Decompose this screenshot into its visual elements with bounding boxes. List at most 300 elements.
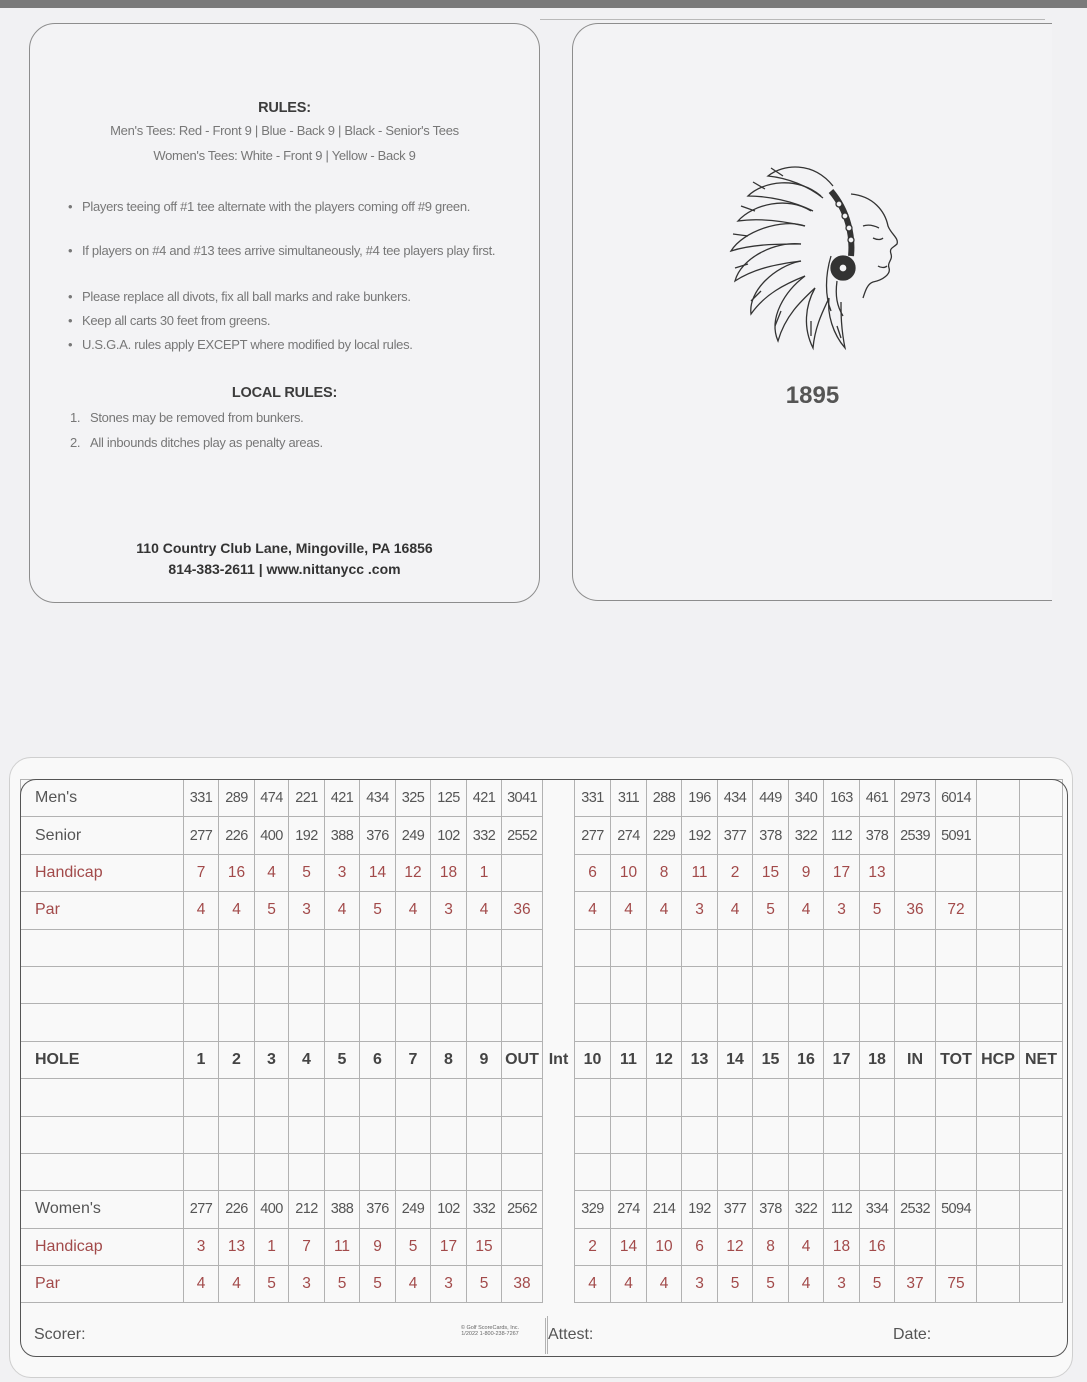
tee-row [21, 1266, 1063, 1303]
back-nine-cell: 288 [647, 780, 682, 817]
front-nine-cell[interactable] [325, 1004, 360, 1041]
front-nine-cell: 5 [325, 1266, 360, 1303]
scorer-label: Scorer: [34, 1326, 86, 1343]
front-nine-cell: 388 [325, 1191, 360, 1228]
back-nine-cell[interactable] [682, 966, 718, 1003]
back-nine-cell[interactable] [611, 1079, 647, 1116]
in-total-cell[interactable] [895, 1153, 936, 1190]
front-nine-cell: 16 [219, 854, 255, 891]
back-nine-cell: 4 [789, 1228, 824, 1265]
in-total-cell: 37 [895, 1266, 936, 1303]
front-nine-cell: 5 [360, 1266, 396, 1303]
front-nine-cell: 4 [184, 1266, 219, 1303]
back-nine-cell: 5 [860, 1266, 895, 1303]
front-nine-cell[interactable] [219, 929, 255, 966]
front-nine-cell: 289 [219, 780, 255, 817]
front-nine-cell[interactable] [255, 966, 289, 1003]
front-nine-cell[interactable] [219, 1004, 255, 1041]
front-nine-cell[interactable] [219, 1116, 255, 1153]
back-nine-cell[interactable] [611, 1153, 647, 1190]
front-nine-cell[interactable] [325, 929, 360, 966]
front-nine-cell[interactable] [396, 929, 431, 966]
womens-tees-text: Women's Tees: White - Front 9 | Yellow - Back 9 [153, 148, 416, 163]
int-cell [543, 966, 575, 1003]
net-cell[interactable] [1020, 1153, 1063, 1190]
front-nine-cell[interactable] [255, 929, 289, 966]
front-nine-cell: 1 [184, 1041, 219, 1078]
back-nine-cell: 16 [789, 1041, 824, 1078]
in-total-cell: 2539 [895, 817, 936, 854]
hcp-cell[interactable] [977, 966, 1020, 1003]
row-label: HOLE [21, 1041, 184, 1078]
net-cell [1020, 1191, 1063, 1228]
front-nine-cell: 1 [467, 854, 502, 891]
mens-tees-text: Men's Tees: Red - Front 9 | Blue - Back 9 | Black - Senior's Tees [110, 123, 459, 138]
back-nine-cell[interactable] [611, 1116, 647, 1153]
attest-label: Attest: [547, 1316, 593, 1354]
back-nine-cell[interactable] [718, 966, 753, 1003]
front-nine-cell: 3 [289, 1266, 325, 1303]
back-nine-cell[interactable] [647, 1004, 682, 1041]
back-nine-cell[interactable] [575, 1116, 611, 1153]
back-nine-cell: 196 [682, 780, 718, 817]
front-nine-cell[interactable] [184, 929, 219, 966]
out-total-cell: OUT [502, 1041, 543, 1078]
front-nine-cell[interactable] [431, 1079, 467, 1116]
back-nine-cell: 329 [575, 1191, 611, 1228]
back-nine-cell[interactable] [682, 929, 718, 966]
front-nine-cell[interactable] [360, 1153, 396, 1190]
front-nine-cell[interactable] [219, 1079, 255, 1116]
front-nine-cell: 400 [255, 1191, 289, 1228]
hcp-cell [977, 1266, 1020, 1303]
front-nine-cell[interactable] [289, 1116, 325, 1153]
back-nine-cell[interactable] [860, 1153, 895, 1190]
front-nine-cell: 212 [289, 1191, 325, 1228]
back-nine-cell: 6 [682, 1228, 718, 1265]
back-nine-cell: 18 [860, 1041, 895, 1078]
row-label [21, 929, 184, 966]
back-nine-cell[interactable] [824, 1004, 860, 1041]
front-nine-cell[interactable] [219, 1153, 255, 1190]
front-nine-cell[interactable] [360, 1116, 396, 1153]
back-nine-cell: 378 [753, 1191, 789, 1228]
out-total-cell [502, 854, 543, 891]
front-nine-cell: 474 [255, 780, 289, 817]
out-total-cell [502, 1228, 543, 1265]
front-nine-cell[interactable] [325, 1116, 360, 1153]
front-nine-cell[interactable] [255, 1116, 289, 1153]
front-nine-cell[interactable] [431, 966, 467, 1003]
front-nine-cell[interactable] [219, 966, 255, 1003]
hcp-cell[interactable] [977, 1116, 1020, 1153]
back-nine-cell[interactable] [682, 1079, 718, 1116]
back-nine-cell: 277 [575, 817, 611, 854]
in-total-cell: 36 [895, 892, 936, 929]
back-nine-cell: 10 [611, 854, 647, 891]
front-nine-cell[interactable] [289, 929, 325, 966]
front-nine-cell: 4 [184, 892, 219, 929]
front-nine-cell: 277 [184, 817, 219, 854]
back-nine-cell: 4 [611, 892, 647, 929]
back-nine-cell[interactable] [824, 1153, 860, 1190]
front-nine-cell: 3 [255, 1041, 289, 1078]
front-nine-cell: 4 [396, 892, 431, 929]
front-nine-cell: 8 [431, 1041, 467, 1078]
front-nine-cell: 15 [467, 1228, 502, 1265]
hcp-cell[interactable] [977, 929, 1020, 966]
front-nine-cell: 277 [184, 1191, 219, 1228]
back-nine-cell: 8 [753, 1228, 789, 1265]
back-nine-cell: 311 [611, 780, 647, 817]
hcp-cell [977, 1228, 1020, 1265]
front-nine-cell[interactable] [467, 966, 502, 1003]
back-nine-cell[interactable] [753, 929, 789, 966]
local-rule-text: All inbounds ditches play as penalty areas. [90, 435, 323, 450]
net-cell [1020, 1228, 1063, 1265]
total-cell: 5091 [936, 817, 977, 854]
tee-row [21, 1228, 1063, 1265]
back-nine-cell: 331 [575, 780, 611, 817]
back-nine-cell: 4 [789, 1266, 824, 1303]
front-nine-cell[interactable] [325, 1079, 360, 1116]
back-nine-cell: 8 [647, 854, 682, 891]
front-nine-cell[interactable] [360, 966, 396, 1003]
back-nine-cell: 4 [718, 892, 753, 929]
hcp-cell [977, 817, 1020, 854]
net-cell[interactable] [1020, 966, 1063, 1003]
back-nine-cell[interactable] [789, 929, 824, 966]
score-entry-row [21, 966, 1063, 1003]
front-nine-cell: 3 [431, 1266, 467, 1303]
back-nine-cell: 10 [575, 1041, 611, 1078]
back-nine-cell: 4 [647, 1266, 682, 1303]
front-nine-cell: 102 [431, 1191, 467, 1228]
back-nine-cell[interactable] [575, 1079, 611, 1116]
back-nine-cell[interactable] [611, 966, 647, 1003]
front-nine-cell: 4 [325, 892, 360, 929]
in-total-cell[interactable] [895, 1116, 936, 1153]
back-nine-cell[interactable] [753, 966, 789, 1003]
front-nine-cell: 5 [255, 1266, 289, 1303]
front-nine-cell: 376 [360, 817, 396, 854]
net-cell[interactable] [1020, 1004, 1063, 1041]
back-nine-cell: 14 [718, 1041, 753, 1078]
back-nine-cell[interactable] [575, 1004, 611, 1041]
back-nine-cell[interactable] [611, 929, 647, 966]
back-nine-cell[interactable] [718, 1004, 753, 1041]
row-label: Handicap [21, 1228, 184, 1265]
back-nine-cell: 13 [860, 854, 895, 891]
front-nine-cell: 11 [325, 1228, 360, 1265]
front-nine-cell[interactable] [431, 1116, 467, 1153]
total-cell[interactable] [936, 1116, 977, 1153]
back-nine-cell[interactable] [824, 1116, 860, 1153]
net-cell[interactable] [1020, 1116, 1063, 1153]
front-nine-cell: 5 [396, 1228, 431, 1265]
front-nine-cell[interactable] [396, 1004, 431, 1041]
tee-row [21, 854, 1063, 891]
back-nine-cell[interactable] [611, 1004, 647, 1041]
back-nine-cell[interactable] [718, 1116, 753, 1153]
total-cell: 5094 [936, 1191, 977, 1228]
in-total-cell[interactable] [895, 1004, 936, 1041]
net-cell [1020, 892, 1063, 929]
out-total-cell: 3041 [502, 780, 543, 817]
front-nine-cell[interactable] [431, 1004, 467, 1041]
front-nine-cell: 4 [467, 892, 502, 929]
out-total-cell[interactable] [502, 1116, 543, 1153]
front-nine-cell: 14 [360, 854, 396, 891]
front-nine-cell[interactable] [184, 966, 219, 1003]
back-nine-cell[interactable] [789, 966, 824, 1003]
front-nine-cell: 7 [184, 854, 219, 891]
front-nine-cell[interactable] [467, 1116, 502, 1153]
net-cell[interactable] [1020, 929, 1063, 966]
score-entry-row [21, 929, 1063, 966]
back-nine-cell[interactable] [860, 929, 895, 966]
front-nine-cell[interactable] [467, 1153, 502, 1190]
total-cell[interactable] [936, 1079, 977, 1116]
back-nine-cell: 5 [860, 892, 895, 929]
back-nine-cell[interactable] [789, 1004, 824, 1041]
front-nine-cell: 434 [360, 780, 396, 817]
back-nine-cell[interactable] [824, 966, 860, 1003]
front-nine-cell: 421 [467, 780, 502, 817]
total-cell[interactable] [936, 929, 977, 966]
back-nine-cell: 340 [789, 780, 824, 817]
net-cell [1020, 1266, 1063, 1303]
int-cell [543, 1228, 575, 1265]
front-nine-cell: 5 [325, 1041, 360, 1078]
front-nine-cell: 5 [289, 854, 325, 891]
out-total-cell[interactable] [502, 966, 543, 1003]
hcp-cell: HCP [977, 1041, 1020, 1078]
back-nine-cell[interactable] [753, 1079, 789, 1116]
front-nine-cell[interactable] [289, 1004, 325, 1041]
front-nine-cell[interactable] [360, 1079, 396, 1116]
attest-divider [545, 1318, 546, 1354]
back-nine-cell[interactable] [789, 1116, 824, 1153]
front-nine-cell: 4 [289, 1041, 325, 1078]
front-nine-cell[interactable] [184, 1079, 219, 1116]
front-nine-cell[interactable] [396, 966, 431, 1003]
front-nine-cell[interactable] [255, 1004, 289, 1041]
back-nine-cell[interactable] [753, 1116, 789, 1153]
in-total-cell: IN [895, 1041, 936, 1078]
hcp-cell [977, 892, 1020, 929]
out-total-cell[interactable] [502, 1079, 543, 1116]
back-nine-cell: 192 [682, 1191, 718, 1228]
row-label: Senior [21, 817, 184, 854]
in-total-cell[interactable] [895, 966, 936, 1003]
back-nine-cell: 3 [682, 1266, 718, 1303]
row-label [21, 1079, 184, 1116]
back-nine-cell: 15 [753, 854, 789, 891]
back-nine-cell: 112 [824, 1191, 860, 1228]
founding-year: 1895 [785, 382, 840, 409]
front-nine-cell: 12 [396, 854, 431, 891]
total-cell[interactable] [936, 1153, 977, 1190]
hcp-cell [977, 780, 1020, 817]
back-nine-cell[interactable] [789, 1153, 824, 1190]
back-nine-cell[interactable] [682, 1116, 718, 1153]
back-nine-cell: 15 [753, 1041, 789, 1078]
front-nine-cell[interactable] [289, 1153, 325, 1190]
back-nine-cell[interactable] [824, 929, 860, 966]
out-total-cell[interactable] [502, 1153, 543, 1190]
row-label: Par [21, 892, 184, 929]
back-nine-cell: 6 [575, 854, 611, 891]
front-nine-cell: 5 [467, 1266, 502, 1303]
front-nine-cell[interactable] [467, 1004, 502, 1041]
front-nine-cell: 3 [325, 854, 360, 891]
back-nine-cell[interactable] [860, 1116, 895, 1153]
local-rule-item [70, 435, 510, 450]
back-nine-cell[interactable] [789, 1079, 824, 1116]
back-nine-cell[interactable] [647, 1079, 682, 1116]
hcp-cell[interactable] [977, 1079, 1020, 1116]
front-nine-cell[interactable] [431, 1153, 467, 1190]
back-nine-cell: 4 [611, 1266, 647, 1303]
front-nine-cell: 331 [184, 780, 219, 817]
score-entry-row [21, 1153, 1063, 1190]
total-cell: 6014 [936, 780, 977, 817]
front-nine-cell: 102 [431, 817, 467, 854]
back-nine-cell: 11 [682, 854, 718, 891]
front-nine-cell[interactable] [360, 929, 396, 966]
back-nine-cell[interactable] [647, 966, 682, 1003]
back-nine-cell[interactable] [575, 1153, 611, 1190]
club-address: 110 Country Club Lane, Mingoville, PA 16856 [136, 540, 433, 556]
out-total-cell[interactable] [502, 1004, 543, 1041]
total-cell: 72 [936, 892, 977, 929]
total-cell[interactable] [936, 966, 977, 1003]
int-cell: Int [543, 1041, 575, 1078]
back-nine-cell: 10 [647, 1228, 682, 1265]
back-nine-cell[interactable] [718, 1079, 753, 1116]
front-nine-cell[interactable] [289, 966, 325, 1003]
local-rule-item [70, 410, 510, 425]
int-cell [543, 1079, 575, 1116]
back-nine-cell: 378 [860, 817, 895, 854]
net-cell[interactable] [1020, 1079, 1063, 1116]
back-nine-cell: 3 [682, 892, 718, 929]
back-nine-cell[interactable] [647, 1153, 682, 1190]
back-nine-cell[interactable] [753, 1004, 789, 1041]
back-nine-cell[interactable] [575, 966, 611, 1003]
back-nine-cell: 449 [753, 780, 789, 817]
net-cell [1020, 780, 1063, 817]
front-nine-cell: 17 [431, 1228, 467, 1265]
hcp-cell[interactable] [977, 1153, 1020, 1190]
back-nine-cell: 4 [647, 892, 682, 929]
front-nine-cell[interactable] [184, 1153, 219, 1190]
back-nine-cell[interactable] [718, 929, 753, 966]
front-nine-cell: 226 [219, 817, 255, 854]
front-nine-cell[interactable] [255, 1079, 289, 1116]
back-nine-cell: 214 [647, 1191, 682, 1228]
front-nine-cell: 4 [255, 854, 289, 891]
in-total-cell[interactable] [895, 1079, 936, 1116]
back-nine-cell[interactable] [647, 1116, 682, 1153]
back-nine-cell[interactable] [824, 1079, 860, 1116]
back-nine-cell: 18 [824, 1228, 860, 1265]
hcp-cell[interactable] [977, 1004, 1020, 1041]
score-entry-row [21, 1004, 1063, 1041]
front-nine-cell: 13 [219, 1228, 255, 1265]
back-nine-cell: 2 [575, 1228, 611, 1265]
tee-row [21, 780, 1063, 817]
score-entry-row [21, 1116, 1063, 1153]
hcp-cell [977, 1191, 1020, 1228]
back-nine-cell[interactable] [575, 929, 611, 966]
int-cell [543, 780, 575, 817]
back-nine-cell: 16 [860, 1228, 895, 1265]
back-nine-cell: 322 [789, 817, 824, 854]
back-nine-cell[interactable] [682, 1004, 718, 1041]
front-nine-cell[interactable] [255, 1153, 289, 1190]
front-nine-cell[interactable] [396, 1153, 431, 1190]
in-total-cell[interactable] [895, 929, 936, 966]
int-cell [543, 1266, 575, 1303]
back-nine-cell: 434 [718, 780, 753, 817]
in-total-cell: 2973 [895, 780, 936, 817]
tee-row [21, 817, 1063, 854]
back-nine-cell: 11 [611, 1041, 647, 1078]
front-nine-cell[interactable] [396, 1116, 431, 1153]
back-nine-cell[interactable] [860, 966, 895, 1003]
back-nine-cell[interactable] [647, 929, 682, 966]
scorecard-grid [20, 779, 1063, 1303]
int-cell [543, 817, 575, 854]
rules-panel [29, 23, 540, 603]
int-cell [543, 929, 575, 966]
out-total-cell[interactable] [502, 929, 543, 966]
front-nine-cell: 6 [360, 1041, 396, 1078]
rule-bullet: • Keep all carts 30 feet from greens. [68, 310, 508, 331]
back-nine-cell[interactable] [860, 1079, 895, 1116]
front-nine-cell[interactable] [325, 1153, 360, 1190]
back-nine-cell: 12 [718, 1228, 753, 1265]
back-nine-cell[interactable] [860, 1004, 895, 1041]
front-nine-cell[interactable] [431, 929, 467, 966]
rule-bullet: • Please replace all divots, fix all ball marks and rake bunkers. [68, 286, 508, 307]
front-nine-cell[interactable] [467, 1079, 502, 1116]
front-nine-cell: 5 [255, 892, 289, 929]
back-nine-cell[interactable] [753, 1153, 789, 1190]
front-nine-cell: 325 [396, 780, 431, 817]
front-nine-cell[interactable] [289, 1079, 325, 1116]
front-nine-cell[interactable] [360, 1004, 396, 1041]
date-label: Date: [893, 1326, 932, 1343]
back-nine-cell: 5 [753, 892, 789, 929]
back-nine-cell[interactable] [718, 1153, 753, 1190]
back-nine-cell[interactable] [682, 1153, 718, 1190]
int-cell [543, 854, 575, 891]
int-cell [543, 1116, 575, 1153]
front-nine-cell: 125 [431, 780, 467, 817]
back-nine-cell: 4 [789, 892, 824, 929]
front-nine-cell[interactable] [325, 966, 360, 1003]
total-cell[interactable] [936, 1004, 977, 1041]
front-nine-cell[interactable] [184, 1116, 219, 1153]
front-nine-cell[interactable] [467, 929, 502, 966]
int-cell [543, 1004, 575, 1041]
front-nine-cell[interactable] [396, 1079, 431, 1116]
front-nine-cell: 332 [467, 817, 502, 854]
front-nine-cell[interactable] [184, 1004, 219, 1041]
